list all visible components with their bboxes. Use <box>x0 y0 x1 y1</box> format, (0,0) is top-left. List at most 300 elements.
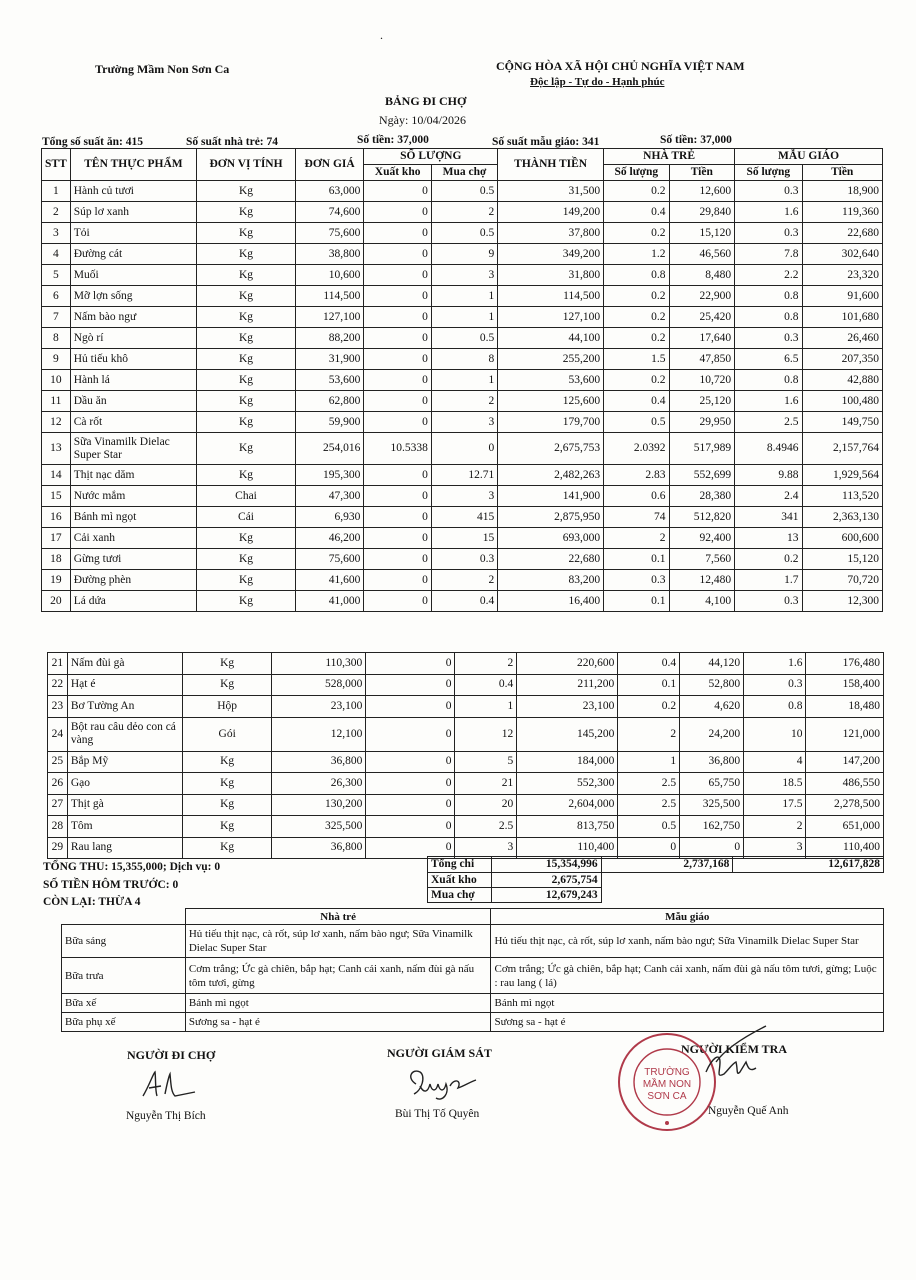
buy-cell: 2 <box>431 391 497 412</box>
stock-cell: 0 <box>366 751 455 773</box>
con-lai: CÒN LẠI: THỪA 4 <box>43 896 141 908</box>
unit-cell: Kg <box>182 653 272 675</box>
buy-cell: 21 <box>455 773 517 795</box>
price-cell: 130,200 <box>272 794 366 816</box>
unit-cell: Kg <box>197 391 296 412</box>
table-row <box>48 751 884 773</box>
kinder-qty-cell: 17.5 <box>744 794 806 816</box>
buy-cell: 3 <box>431 412 497 433</box>
stt-cell: 24 <box>48 717 68 751</box>
name-cell: Dầu ăn <box>70 391 196 412</box>
kinder-qty-cell: 3 <box>744 837 806 859</box>
nursery-money-cell: 162,750 <box>680 816 744 838</box>
nursery-qty-cell: 2.0392 <box>604 433 669 465</box>
total-cell: 813,750 <box>517 816 618 838</box>
unit-cell: Kg <box>182 773 272 795</box>
total-cell: 211,200 <box>517 674 618 696</box>
kinder-money-cell: 119,360 <box>802 202 883 223</box>
price-cell: 31,900 <box>295 349 364 370</box>
total-cell: 179,700 <box>498 412 604 433</box>
unit-cell: Kg <box>197 528 296 549</box>
nursery-qty-cell: 0.2 <box>604 181 669 202</box>
nursery-money-cell: 552,699 <box>669 465 735 486</box>
nursery-money-cell: 15,120 <box>669 223 735 244</box>
kinder-money-cell: 176,480 <box>806 653 884 675</box>
stt-cell: 29 <box>48 837 68 859</box>
stt-cell: 2 <box>42 202 71 223</box>
unit-cell: Kg <box>197 549 296 570</box>
kinder-money-cell: 651,000 <box>806 816 884 838</box>
unit-cell: Kg <box>182 674 272 696</box>
stt-cell: 12 <box>42 412 71 433</box>
kinder-qty-cell: 4 <box>744 751 806 773</box>
menu-kinder: Bánh mì ngọt <box>491 994 884 1013</box>
stock-cell: 0 <box>364 181 432 202</box>
total-cell: 114,500 <box>498 286 604 307</box>
xuat-kho-label: Xuất kho <box>428 873 492 888</box>
nursery-money-cell: 44,120 <box>680 653 744 675</box>
table-row <box>42 349 883 370</box>
name-cell: Tỏi <box>70 223 196 244</box>
kinder-qty-cell: 1.6 <box>735 391 802 412</box>
total-cell: 145,200 <box>517 717 618 751</box>
total-cell: 693,000 <box>498 528 604 549</box>
table-row <box>42 223 883 244</box>
name-cell: Cà rốt <box>70 412 196 433</box>
table-row <box>42 181 883 202</box>
table-row <box>42 244 883 265</box>
stt-cell: 15 <box>42 486 71 507</box>
stt-cell: 16 <box>42 507 71 528</box>
col-qty: SỐ LƯỢNG <box>364 149 498 165</box>
mua-cho-value: 12,679,243 <box>491 888 601 903</box>
total-cell: 37,800 <box>498 223 604 244</box>
price-cell: 59,900 <box>295 412 364 433</box>
col-unit: ĐƠN VỊ TÍNH <box>197 149 296 181</box>
kinder-qty-cell: 13 <box>735 528 802 549</box>
kinder-qty-cell: 1.6 <box>735 202 802 223</box>
nursery-qty-cell: 0.1 <box>604 549 669 570</box>
price-cell: 23,100 <box>272 696 366 718</box>
menu-meal: Bữa sáng <box>62 925 186 958</box>
kinder-money-cell: 1,929,564 <box>802 465 883 486</box>
col-kinder-money: Tiền <box>802 165 883 181</box>
col-kinder-qty: Số lượng <box>735 165 802 181</box>
buy-cell: 12 <box>455 717 517 751</box>
unit-cell: Kg <box>197 286 296 307</box>
food-table-part1 <box>41 148 883 612</box>
stock-cell: 0 <box>364 528 432 549</box>
mua-cho-label: Mua chợ <box>428 888 492 903</box>
menu-meal: Bữa phụ xế <box>62 1013 186 1032</box>
menu-nursery: Hủ tiếu thịt nạc, cà rốt, súp lơ xanh, nấm bào ngư; Sữa Vinamilk Dielac Super Star <box>185 925 491 958</box>
unit-cell: Chai <box>197 486 296 507</box>
kinder-money-cell: 158,400 <box>806 674 884 696</box>
total-cell: 125,600 <box>498 391 604 412</box>
nursery-qty-cell: 0.4 <box>604 391 669 412</box>
kinder-qty-cell: 1.7 <box>735 570 802 591</box>
price-cell: 53,600 <box>295 370 364 391</box>
name-cell: Thịt gà <box>67 794 182 816</box>
unit-cell: Kg <box>182 794 272 816</box>
kinder-meals: Số suất mẫu giáo: 341 <box>492 136 600 148</box>
svg-text:TRƯỜNG: TRƯỜNG <box>644 1067 690 1078</box>
xuat-kho-value: 2,675,754 <box>491 873 601 888</box>
total-cell: 44,100 <box>498 328 604 349</box>
nursery-qty-cell: 2.83 <box>604 465 669 486</box>
unit-cell: Kg <box>197 465 296 486</box>
table-row <box>48 717 884 751</box>
kinder-qty-cell: 6.5 <box>735 349 802 370</box>
total-cell: 110,400 <box>517 837 618 859</box>
stock-cell: 10.5338 <box>364 433 432 465</box>
buy-cell: 0.5 <box>431 181 497 202</box>
nursery-money-cell: 517,989 <box>669 433 735 465</box>
total-cell: 2,675,753 <box>498 433 604 465</box>
total-cell: 2,875,950 <box>498 507 604 528</box>
nursery-qty-cell: 0.5 <box>604 412 669 433</box>
stt-cell: 25 <box>48 751 68 773</box>
date: Ngày: 10/04/2026 <box>379 113 466 127</box>
buy-cell: 1 <box>455 696 517 718</box>
stock-cell: 0 <box>364 223 432 244</box>
table-row <box>42 370 883 391</box>
buyer-title: NGƯỜI ĐI CHỢ <box>127 1048 216 1062</box>
totals-table <box>427 856 884 903</box>
kinder-money-cell: 22,680 <box>802 223 883 244</box>
stock-cell: 0 <box>366 794 455 816</box>
stock-cell: 0 <box>364 328 432 349</box>
buy-cell: 415 <box>431 507 497 528</box>
price-cell: 88,200 <box>295 328 364 349</box>
price-cell: 41,600 <box>295 570 364 591</box>
name-cell: Tôm <box>67 816 182 838</box>
kinder-money-cell: 2,363,130 <box>802 507 883 528</box>
total-cell: 23,100 <box>517 696 618 718</box>
price-cell: 75,600 <box>295 223 364 244</box>
kinder-qty-cell: 0.3 <box>735 181 802 202</box>
menu-meal: Bữa trưa <box>62 958 186 994</box>
stt-cell: 11 <box>42 391 71 412</box>
table-row <box>42 549 883 570</box>
name-cell: Đường cát <box>70 244 196 265</box>
nursery-qty-cell: 2 <box>604 528 669 549</box>
buy-cell: 0.5 <box>431 223 497 244</box>
nursery-money-cell: 47,850 <box>669 349 735 370</box>
kinder-qty-cell: 2.4 <box>735 486 802 507</box>
nursery-qty-cell: 0.2 <box>604 307 669 328</box>
nursery-money-cell: 24,200 <box>680 717 744 751</box>
name-cell: Cải xanh <box>70 528 196 549</box>
kinder-money-cell: 147,200 <box>806 751 884 773</box>
unit-cell: Kg <box>197 591 296 612</box>
col-price: ĐƠN GIÁ <box>295 149 364 181</box>
nursery-qty-cell: 0 <box>618 837 680 859</box>
nursery-qty-cell: 0.2 <box>618 696 680 718</box>
name-cell: Nấm đùi gà <box>67 653 182 675</box>
page-title: BẢNG ĐI CHỢ <box>385 94 467 108</box>
price-cell: 110,300 <box>272 653 366 675</box>
total-cell: 31,500 <box>498 181 604 202</box>
kinder-money-cell: 600,600 <box>802 528 883 549</box>
kinder-qty-cell: 7.8 <box>735 244 802 265</box>
stock-cell: 0 <box>364 486 432 507</box>
unit-cell: Kg <box>197 370 296 391</box>
stock-cell: 0 <box>364 570 432 591</box>
buy-cell: 1 <box>431 286 497 307</box>
tong-chi-value: 15,354,996 <box>491 857 601 873</box>
kinder-money-cell: 101,680 <box>802 307 883 328</box>
nursery-qty-cell: 74 <box>604 507 669 528</box>
kinder-money-cell: 302,640 <box>802 244 883 265</box>
nursery-qty-cell: 0.1 <box>618 674 680 696</box>
nursery-qty-cell: 0.2 <box>604 328 669 349</box>
nursery-qty-cell: 0.1 <box>604 591 669 612</box>
nursery-money-cell: 512,820 <box>669 507 735 528</box>
stt-cell: 8 <box>42 328 71 349</box>
kinder-qty-cell: 10 <box>744 717 806 751</box>
unit-cell: Kg <box>197 570 296 591</box>
kinder-qty-cell: 2 <box>744 816 806 838</box>
buy-cell: 0.4 <box>455 674 517 696</box>
total-cell: 255,200 <box>498 349 604 370</box>
stock-cell: 0 <box>364 244 432 265</box>
unit-cell: Kg <box>182 837 272 859</box>
price-cell: 47,300 <box>295 486 364 507</box>
unit-cell: Kg <box>182 816 272 838</box>
stock-cell: 0 <box>364 307 432 328</box>
buy-cell: 1 <box>431 370 497 391</box>
col-stock: Xuất kho <box>364 165 432 181</box>
stt-cell: 18 <box>42 549 71 570</box>
kinder-money-cell: 100,480 <box>802 391 883 412</box>
kinder-qty-cell: 0.3 <box>735 591 802 612</box>
total-cell: 22,680 <box>498 549 604 570</box>
nursery-qty-cell: 1.5 <box>604 349 669 370</box>
inspector-signature <box>676 1022 786 1092</box>
menu-row <box>62 925 884 958</box>
price-cell: 75,600 <box>295 549 364 570</box>
menu-row <box>62 958 884 994</box>
table-row <box>48 696 884 718</box>
name-cell: Nấm bào ngư <box>70 307 196 328</box>
price-cell: 254,016 <box>295 433 364 465</box>
stt-cell: 28 <box>48 816 68 838</box>
price-cell: 114,500 <box>295 286 364 307</box>
total-cell: 220,600 <box>517 653 618 675</box>
price-cell: 63,000 <box>295 181 364 202</box>
stock-cell: 0 <box>364 591 432 612</box>
stt-cell: 21 <box>48 653 68 675</box>
kinder-money: Số tiền: 37,000 <box>660 134 732 146</box>
name-cell: Mỡ lợn sống <box>70 286 196 307</box>
menu-nursery: Cơm trắng; Ức gà chiên, bắp hạt; Canh cải xanh, nấm đùi gà nấu tôm tươi, gừng <box>185 958 491 994</box>
kinder-qty-cell: 0.8 <box>744 696 806 718</box>
kinder-qty-cell: 0.3 <box>744 674 806 696</box>
unit-cell: Hộp <box>182 696 272 718</box>
kinder-qty-cell: 8.4946 <box>735 433 802 465</box>
buyer-signature <box>135 1066 205 1106</box>
kinder-money-cell: 110,400 <box>806 837 884 859</box>
stock-cell: 0 <box>366 674 455 696</box>
col-buy: Mua chợ <box>431 165 497 181</box>
unit-cell: Kg <box>197 202 296 223</box>
price-cell: 38,800 <box>295 244 364 265</box>
inspector-name: Nguyễn Quế Anh <box>708 1105 789 1117</box>
name-cell: Nước mắm <box>70 486 196 507</box>
menu-nursery: Sương sa - hạt é <box>185 1013 491 1032</box>
buy-cell: 0.4 <box>431 591 497 612</box>
kinder-money-cell: 26,460 <box>802 328 883 349</box>
unit-cell: Gói <box>182 717 272 751</box>
unit-cell: Cái <box>197 507 296 528</box>
total-cell: 2,604,000 <box>517 794 618 816</box>
buy-cell: 2 <box>455 653 517 675</box>
name-cell: Gạo <box>67 773 182 795</box>
name-cell: Ngò rí <box>70 328 196 349</box>
kinder-qty-cell: 0.2 <box>735 549 802 570</box>
nursery-qty-cell: 0.4 <box>604 202 669 223</box>
nursery-money-cell: 7,560 <box>669 549 735 570</box>
nursery-qty-cell: 0.3 <box>604 570 669 591</box>
supervisor-title: NGƯỜI GIÁM SÁT <box>387 1046 492 1060</box>
kinder-qty-cell: 9.88 <box>735 465 802 486</box>
menu-kinder: Sương sa - hạt é <box>491 1013 884 1032</box>
buy-cell: 0.5 <box>431 328 497 349</box>
kinder-qty-cell: 0.8 <box>735 307 802 328</box>
table-row <box>42 265 883 286</box>
name-cell: Hành lá <box>70 370 196 391</box>
total-meals: Tổng số suất ăn: 415 <box>42 136 143 148</box>
price-cell: 6,930 <box>295 507 364 528</box>
name-cell: Hạt é <box>67 674 182 696</box>
name-cell: Rau lang <box>67 837 182 859</box>
price-cell: 36,800 <box>272 837 366 859</box>
nursery-money-cell: 46,560 <box>669 244 735 265</box>
buy-cell: 1 <box>431 307 497 328</box>
kinder-money-cell: 113,520 <box>802 486 883 507</box>
nursery-qty-cell: 0.2 <box>604 286 669 307</box>
tong-thu: TỔNG THU: 15,355,000; Dịch vụ: 0 <box>43 861 221 873</box>
unit-cell: Kg <box>197 349 296 370</box>
stock-cell: 0 <box>364 202 432 223</box>
inspector-title: NGƯỜI KIỂM TRA <box>681 1042 788 1056</box>
stock-cell: 0 <box>366 653 455 675</box>
stock-cell: 0 <box>364 465 432 486</box>
buy-cell: 3 <box>455 837 517 859</box>
kinder-qty-cell: 18.5 <box>744 773 806 795</box>
table-row <box>42 528 883 549</box>
nursery-money-cell: 12,600 <box>669 181 735 202</box>
total-cell: 184,000 <box>517 751 618 773</box>
buy-cell: 0 <box>431 433 497 465</box>
menu-row <box>62 994 884 1013</box>
stt-cell: 5 <box>42 265 71 286</box>
buy-cell: 8 <box>431 349 497 370</box>
total-cell: 141,900 <box>498 486 604 507</box>
stock-cell: 0 <box>364 549 432 570</box>
price-cell: 62,800 <box>295 391 364 412</box>
buy-cell: 2 <box>431 570 497 591</box>
stt-cell: 22 <box>48 674 68 696</box>
stt-cell: 20 <box>42 591 71 612</box>
price-cell: 36,800 <box>272 751 366 773</box>
nursery-money-cell: 10,720 <box>669 370 735 391</box>
price-cell: 127,100 <box>295 307 364 328</box>
name-cell: Bột rau câu dẻo con cá vàng <box>67 717 182 751</box>
total-cell: 83,200 <box>498 570 604 591</box>
buy-cell: 9 <box>431 244 497 265</box>
col-stt: STT <box>42 149 71 181</box>
kinder-money-cell: 2,278,500 <box>806 794 884 816</box>
buy-cell: 15 <box>431 528 497 549</box>
kinder-money-cell: 42,880 <box>802 370 883 391</box>
name-cell: Gừng tươi <box>70 549 196 570</box>
buy-cell: 0.3 <box>431 549 497 570</box>
stt-cell: 23 <box>48 696 68 718</box>
name-cell: Hủ tiếu khô <box>70 349 196 370</box>
svg-text:MẦM NON: MẦM NON <box>642 1079 692 1090</box>
name-cell: Súp lơ xanh <box>70 202 196 223</box>
name-cell: Bánh mì ngọt <box>70 507 196 528</box>
total-cell: 552,300 <box>517 773 618 795</box>
total-cell: 349,200 <box>498 244 604 265</box>
col-nursery: NHÀ TRẺ <box>604 149 735 165</box>
buy-cell: 3 <box>431 486 497 507</box>
price-cell: 46,200 <box>295 528 364 549</box>
tong-chi-label: Tổng chi <box>428 857 492 873</box>
price-cell: 528,000 <box>272 674 366 696</box>
supervisor-name: Bùi Thị Tố Quyên <box>395 1108 480 1120</box>
nursery-meals: Số suất nhà trẻ: 74 <box>186 136 279 148</box>
kinder-money-cell: 12,300 <box>802 591 883 612</box>
unit-cell: Kg <box>197 244 296 265</box>
kinder-qty-cell: 0.3 <box>735 328 802 349</box>
unit-cell: Kg <box>197 307 296 328</box>
price-cell: 41,000 <box>295 591 364 612</box>
stock-cell: 0 <box>364 391 432 412</box>
nursery-money-cell: 28,380 <box>669 486 735 507</box>
nursery-qty-cell: 0.8 <box>604 265 669 286</box>
nursery-total: 2,737,168 <box>667 857 733 873</box>
menu-kinder: Hủ tiếu thịt nạc, cà rốt, súp lơ xanh, nấm bào ngư; Sữa Vinamilk Dielac Super Star <box>491 925 884 958</box>
kinder-qty-cell: 0.8 <box>735 286 802 307</box>
stt-cell: 4 <box>42 244 71 265</box>
stock-cell: 0 <box>366 816 455 838</box>
stt-cell: 10 <box>42 370 71 391</box>
table-row <box>42 486 883 507</box>
kinder-money-cell: 207,350 <box>802 349 883 370</box>
stock-cell: 0 <box>366 717 455 751</box>
kinder-qty-cell: 2.5 <box>735 412 802 433</box>
stock-cell: 0 <box>366 773 455 795</box>
nursery-qty-cell: 0.2 <box>604 223 669 244</box>
name-cell: Muối <box>70 265 196 286</box>
unit-cell: Kg <box>197 223 296 244</box>
table-row <box>42 465 883 486</box>
total-cell: 31,800 <box>498 265 604 286</box>
nursery-money-cell: 65,750 <box>680 773 744 795</box>
stt-cell: 14 <box>42 465 71 486</box>
menu-meal: Bữa xế <box>62 994 186 1013</box>
unit-cell: Kg <box>197 181 296 202</box>
kinder-qty-cell: 0.8 <box>735 370 802 391</box>
kinder-money-cell: 70,720 <box>802 570 883 591</box>
nursery-money-cell: 52,800 <box>680 674 744 696</box>
table-row <box>42 433 883 465</box>
nursery-qty-cell: 1 <box>618 751 680 773</box>
nursery-money-cell: 12,480 <box>669 570 735 591</box>
